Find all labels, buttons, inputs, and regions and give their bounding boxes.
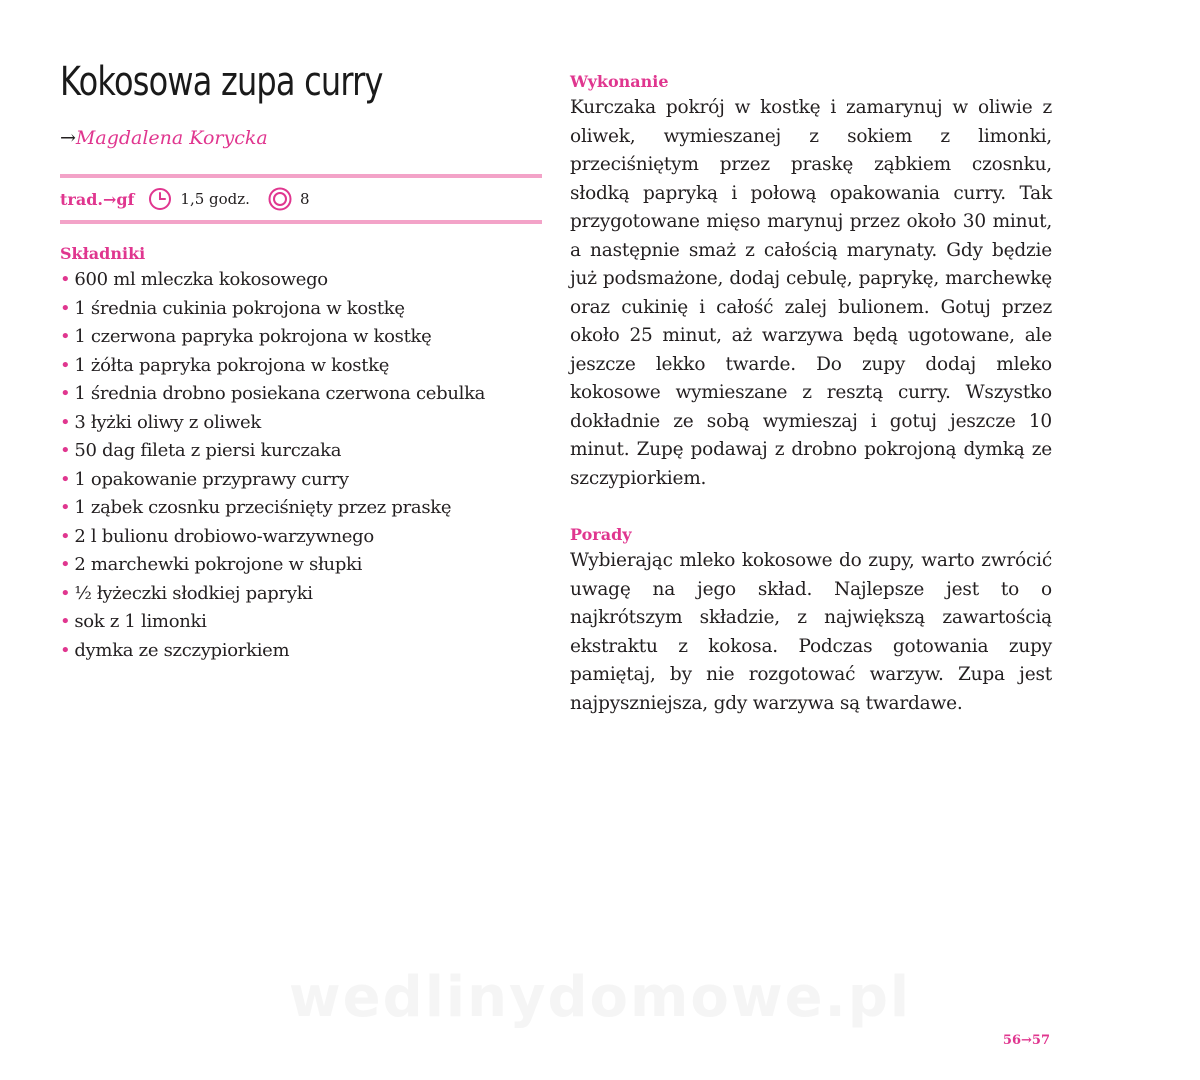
servings-plate-icon [268,187,292,211]
ingredient-item [60,466,542,495]
ingredient-item [60,637,542,666]
bullet-icon: • [60,411,71,433]
ingredient-item [60,323,542,352]
servings-count: 8 [299,190,310,208]
ingredient-item [60,523,542,552]
bullet-icon: • [60,354,71,376]
author-arrow: → [60,127,76,149]
bullet-icon: • [60,525,71,547]
ingredients-heading: Składniki [60,244,146,263]
bullet-icon: • [60,497,71,518]
ingredient-text: dymka ze szczypiorkiem [74,639,290,661]
ingredient-text: 2 l bulionu drobiowo-warzywnego [74,525,374,547]
ingredient-item [60,352,542,381]
bullet-icon: • [60,269,71,290]
ingredient-text: 3 łyżki oliwy z oliwek [74,411,261,433]
author-name: Magdalena Korycka [75,127,268,149]
method-text: Kurczaka pokrój w kostkę i zamarynuj w oliwie z oliwek, wymieszanej z sokiem z limonki, przeciśniętym przez praskę ząbkiem czosnku, słodką papryką i połową opakowania curry. Tak przygotowane mięso marynuj przez około 30 minut, a następnie smaż z całością marynaty. Gdy będzie już podsmażone, dodaj cebulę, paprykę, marchewkę oraz cukinię i całość zalej bulionem. Gotuj przez około 25 minut, aż warzywa będą ugotowane, ale jeszcze lekko twarde. Do zupy dodaj mleko kokosowe wymieszane z resztą curry. Wszystko dokładnie ze sobą wymieszaj i gotuj jeszcze 10 minut. Zupę podawaj z drobno pokrojoną dymką ze szczypiorkiem. [570,97,1052,489]
ingredient-text: 2 marchewki pokrojone w słupki [74,554,363,575]
bullet-icon: • [60,639,71,661]
bullet-icon: • [60,383,71,404]
ingredient-text: 50 dag fileta z piersi kurczaka [74,440,342,461]
diet-label: trad.→gf [60,189,135,209]
recipe-right-column [570,70,1052,718]
ingredient-text: 1 ząbek czosnku przeciśnięty przez praskę [74,497,452,518]
ingredient-text: 1 żółta papryka pokrojona w kostkę [74,354,390,376]
recipe-title: Kokosowa zupa curry [60,59,383,105]
ingredient-item [60,608,542,637]
ingredient-text: 1 czerwona papryka pokrojona w kostkę [74,326,432,347]
ingredient-item [60,295,542,324]
watermark: wedlinydomowe.pl [288,965,912,1030]
ingredient-item [60,437,542,466]
ingredients-list [60,266,542,665]
ingredient-item [60,494,542,523]
method-heading: Wykonanie [570,72,669,91]
page-numbers: 56→57 [1002,1033,1050,1048]
tips-text: Wybierając mleko kokosowe do zupy, warto zwrócić uwagę na jego skład. Najlepsze jest to o najkrótszym składzie, z największą zawartością ekstraktu z kokosa. Podczas gotowania zupy pamiętaj, by nie rozgotować warzyw. Zupa jest najpyszniejsza, gdy warzywa są twardawe. [570,550,1052,714]
ingredient-item [60,409,542,438]
ingredient-text: sok z 1 limonki [74,611,207,632]
prep-time: 1,5 godz. [180,190,250,208]
bullet-icon: • [60,440,71,461]
recipe-meta-bar [60,174,542,224]
ingredient-text: 1 średnia cukinia pokrojona w kostkę [74,297,405,319]
author-line [60,124,542,152]
recipe-left-column [60,52,542,665]
clock-icon [148,187,172,211]
ingredient-item [60,380,542,409]
ingredient-text: ½ łyżeczki słodkiej papryki [74,582,313,604]
bullet-icon: • [60,326,71,347]
bullet-icon: • [60,297,71,319]
ingredient-text: 600 ml mleczka kokosowego [74,269,328,290]
ingredient-item [60,580,542,609]
tips-heading: Porady [570,525,632,544]
bullet-icon: • [60,468,71,490]
bullet-icon: • [60,611,71,632]
ingredient-item [60,266,542,295]
bullet-icon: • [60,554,71,575]
ingredient-item [60,551,542,580]
bullet-icon: • [60,582,71,604]
ingredient-text: 1 opakowanie przyprawy curry [74,468,349,490]
ingredient-text: 1 średnia drobno posiekana czerwona cebulka [74,383,486,404]
